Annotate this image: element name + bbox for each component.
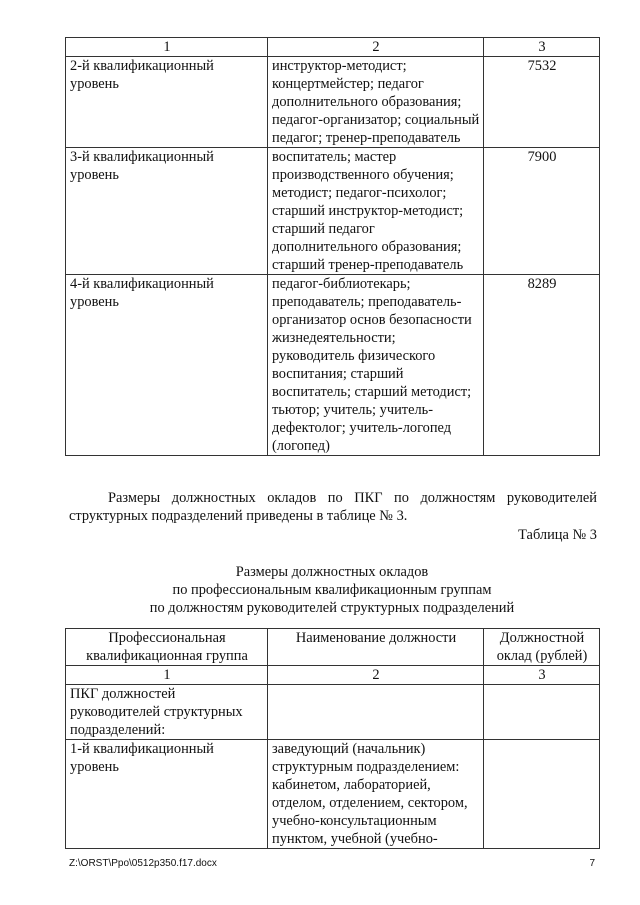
column-number: 3 xyxy=(484,666,600,685)
qualification-level-cell: 3-й квалификационный уровень xyxy=(66,148,268,275)
qualification-level-cell: 2-й квалификационный уровень xyxy=(66,57,268,148)
column-header: Должностной оклад (рублей) xyxy=(484,629,600,666)
column-header: Профессиональная квалификационная группа xyxy=(66,629,268,666)
qualification-level-cell: 1-й квалификационный уровень xyxy=(66,740,268,849)
positions-cell: воспитатель; мастер производственного обучения; методист; педагог-психолог; старший инструктор-методист; старший педагог дополнительного образования; старший тренер-преподаватель xyxy=(268,148,484,275)
table-title-line: по профессиональным квалификационным группам xyxy=(172,582,492,598)
salary-cell: 7900 xyxy=(484,148,600,275)
positions-salary-table-continued xyxy=(65,37,600,456)
table-row xyxy=(66,275,600,456)
qualification-level-cell: 4-й квалификационный уровень xyxy=(66,275,268,456)
table-title-line: Размеры должностных окладов xyxy=(235,564,429,580)
manager-salary-table xyxy=(65,628,600,849)
column-header: Наименование должности xyxy=(268,629,484,666)
table-row xyxy=(66,148,600,275)
column-number: 3 xyxy=(484,38,600,57)
column-number: 1 xyxy=(66,38,268,57)
salary-cell: 7532 xyxy=(484,57,600,148)
table-row xyxy=(66,57,600,148)
positions-cell xyxy=(268,685,484,740)
table-header-row xyxy=(66,38,600,57)
positions-cell: педагог-библиотекарь; преподаватель; преподаватель-организатор основ безопасности жизнедеятельности; руководитель физического воспитания; старший воспитатель; старший методист; тьютор; учитель; учитель-дефектолог; учитель-логопед (логопед) xyxy=(268,275,484,456)
column-number-row xyxy=(66,666,600,685)
table-title xyxy=(65,563,599,617)
footer-file-path: Z:\ORST\Ppo\0512p350.f17.docx xyxy=(69,858,217,869)
table-row xyxy=(66,685,600,740)
body-paragraph: Размеры должностных окладов по ПКГ по должностям руководителей структурных подразделений приведены в таблице № 3. xyxy=(69,490,597,524)
table-row xyxy=(66,740,600,849)
column-number: 2 xyxy=(268,38,484,57)
table-header-row xyxy=(66,629,600,666)
salary-cell xyxy=(484,685,600,740)
salary-cell: 8289 xyxy=(484,275,600,456)
positions-cell: заведующий (начальник) структурным подразделением: кабинетом, лабораторией, отделом, отделением, сектором, учебно-консультационным пунктом, учебной (учебно- xyxy=(268,740,484,849)
column-number: 1 xyxy=(66,666,268,685)
page-number: 7 xyxy=(589,858,595,869)
table-title-line: по должностям руководителей структурных подразделений xyxy=(149,600,515,616)
group-cell: ПКГ должностей руководителей структурных подразделений: xyxy=(66,685,268,740)
table-label: Таблица № 3 xyxy=(518,527,597,543)
positions-cell: инструктор-методист; концертмейстер; педагог дополнительного образования; педагог-организатор; социальный педагог; тренер-преподаватель xyxy=(268,57,484,148)
salary-cell xyxy=(484,740,600,849)
column-number: 2 xyxy=(268,666,484,685)
